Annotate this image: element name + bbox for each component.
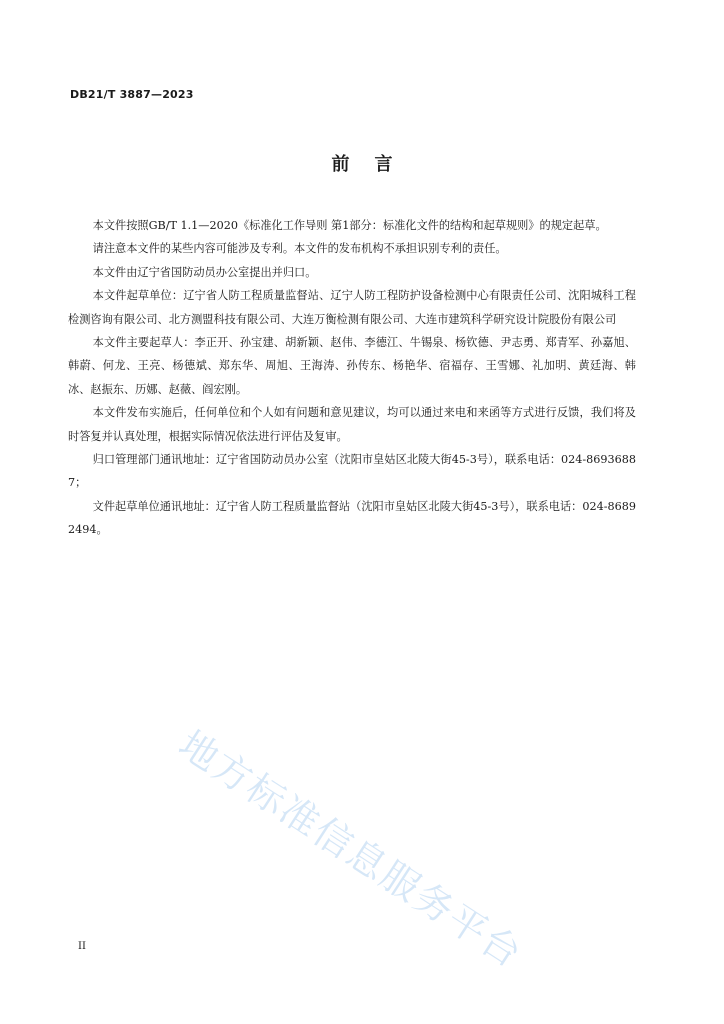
paragraph-drafter-address: 文件起草单位通讯地址：辽宁省人防工程质量监督站（沈阳市皇姑区北陵大街45-3号），联系电话：024-86892494。 xyxy=(68,499,636,537)
document-body xyxy=(68,214,636,542)
document-code: DB21/T 3887—2023 xyxy=(70,88,194,101)
paragraph-feedback: 本文件发布实施后，任何单位和个人如有问题和意见建议，均可以通过来电和来函等方式进行反馈，我们将及时答复并认真处理，根据实际情况依法进行评估及复审。 xyxy=(68,406,636,443)
paragraph-drafters: 本文件主要起草人：李正开、孙宝建、胡新颖、赵伟、李德江、牛锡泉、杨钦德、尹志勇、郑青军、孙嘉旭、韩蔚、何龙、王亮、杨德斌、郑东华、周旭、王海涛、孙传东、杨艳华、宿福存、王雪娜、礼加明、黄廷海、韩冰、赵振东、历娜、赵薇、阎宏刚。 xyxy=(68,336,636,396)
paragraph-patent-notice: 请注意本文件的某些内容可能涉及专利。本文件的发布机构不承担识别专利的责任。 xyxy=(92,242,507,256)
paragraph-admin-address: 归口管理部门通讯地址：辽宁省国防动员办公室（沈阳市皇姑区北陵大街45-3号），联系电话：024-86936887； xyxy=(68,453,636,490)
paragraph-drafting-units: 本文件起草单位：辽宁省人防工程质量监督站、辽宁人防工程防护设备检测中心有限责任公司、沈阳城科工程检测咨询有限公司、北方测盟科技有限公司、大连万衡检测有限公司、大连市建筑科学研究设计院股份有限公司 xyxy=(68,289,636,326)
page-number: II xyxy=(78,941,86,952)
page-title: 前 言 xyxy=(331,154,393,175)
paragraph-proposer: 本文件由辽宁省国防动员办公室提出并归口。 xyxy=(92,265,317,279)
paragraph-drafting-basis: 本文件按照GB/T 1.1—2020《标准化工作导则 第1部分：标准化文件的结构和起草规则》的规定起草。 xyxy=(92,219,607,232)
watermark: 地方标准信息服务平台 xyxy=(171,721,531,977)
